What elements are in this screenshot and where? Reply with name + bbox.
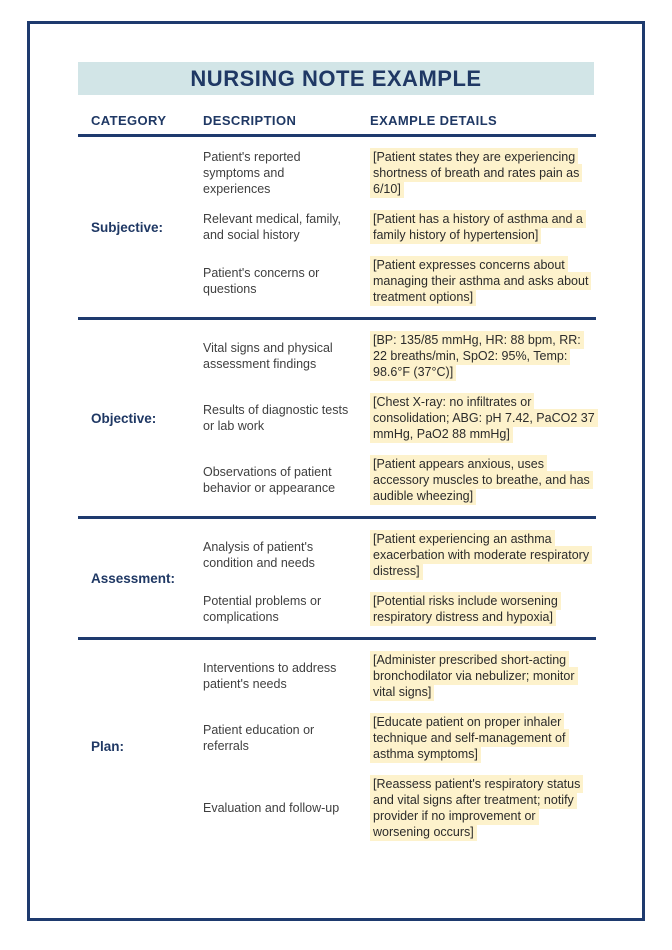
description-cell: Potential problems or complications <box>203 594 322 624</box>
page-title: NURSING NOTE EXAMPLE <box>190 65 482 91</box>
description-cell: Patient education or referrals <box>203 723 315 753</box>
table-row <box>203 149 596 197</box>
note-section <box>78 137 596 317</box>
table-row <box>203 531 596 579</box>
example-highlight-text: [Patient appears anxious, uses accessory muscles to breathe, and has audible wheezing] <box>370 455 593 505</box>
table-row <box>203 211 596 243</box>
description-cell: Observations of patient behavior or appearance <box>203 465 336 495</box>
table-row <box>203 593 596 625</box>
example-details-cell <box>370 394 596 442</box>
column-header-example-details: EXAMPLE DETAILS <box>370 113 498 128</box>
example-details-cell <box>370 593 596 625</box>
example-highlight-text: [Potential risks include worsening respiratory distress and hypoxia] <box>370 592 561 626</box>
description-cell: Interventions to address patient's needs <box>203 661 337 691</box>
table-row <box>203 332 596 380</box>
column-header-description: DESCRIPTION <box>203 113 297 128</box>
example-highlight-text: [Patient has a history of asthma and a family history of hypertension] <box>370 210 586 244</box>
table-row <box>203 652 596 700</box>
example-highlight-text: [Chest X-ray: no infiltrates or consolidation; ABG: pH 7.42, PaCO2 37 mmHg, PaO2 88 mmHg] <box>370 393 598 443</box>
category-cell <box>78 149 203 305</box>
example-highlight-text: [Patient states they are experiencing shortness of breath and rates pain as 6/10] <box>370 148 582 198</box>
category-label: Subjective: <box>91 219 164 235</box>
table-header-row <box>78 113 596 137</box>
table-row <box>203 394 596 442</box>
note-section <box>78 637 596 852</box>
section-rows <box>203 149 596 305</box>
example-details-cell <box>370 332 596 380</box>
example-details-cell <box>370 149 596 197</box>
example-details-cell <box>370 714 596 762</box>
category-cell <box>78 332 203 504</box>
title-band <box>78 62 594 95</box>
example-highlight-text: [Administer prescribed short-acting bronchodilator via nebulizer; monitor vital signs] <box>370 651 578 701</box>
table-row <box>203 456 596 504</box>
table-row <box>203 257 596 305</box>
example-highlight-text: [BP: 135/85 mmHg, HR: 88 bpm, RR: 22 breaths/min, SpO2: 95%, Temp: 98.6°F (37°C)] <box>370 331 584 381</box>
example-details-cell <box>370 211 596 243</box>
section-rows <box>203 332 596 504</box>
description-cell: Patient's reported symptoms and experiences <box>203 150 301 196</box>
example-highlight-text: [Patient expresses concerns about managing their asthma and asks about treatment options] <box>370 256 591 306</box>
category-cell <box>78 652 203 840</box>
description-cell: Patient's concerns or questions <box>203 266 320 296</box>
example-highlight-text: [Patient experiencing an asthma exacerbation with moderate respiratory distress] <box>370 530 592 580</box>
section-rows <box>203 652 596 840</box>
section-rows <box>203 531 596 625</box>
description-cell: Analysis of patient's condition and needs <box>203 540 315 570</box>
category-label: Objective: <box>91 410 157 426</box>
example-highlight-text: [Educate patient on proper inhaler technique and self-management of asthma symptoms] <box>370 713 569 763</box>
category-cell <box>78 531 203 625</box>
description-cell: Evaluation and follow-up <box>203 801 340 815</box>
category-label: Assessment: <box>91 570 176 586</box>
note-table-body <box>78 137 596 852</box>
example-details-cell <box>370 776 596 840</box>
note-table <box>78 113 596 852</box>
example-details-cell <box>370 257 596 305</box>
category-label: Plan: <box>91 738 125 754</box>
example-details-cell <box>370 456 596 504</box>
table-row <box>203 714 596 762</box>
page-border <box>27 21 645 921</box>
note-section <box>78 317 596 516</box>
description-cell: Relevant medical, family, and social history <box>203 212 342 242</box>
note-section <box>78 516 596 637</box>
table-row <box>203 776 596 840</box>
description-cell: Vital signs and physical assessment findings <box>203 341 333 371</box>
description-cell: Results of diagnostic tests or lab work <box>203 403 349 433</box>
example-details-cell <box>370 652 596 700</box>
column-header-category: CATEGORY <box>91 113 167 128</box>
example-details-cell <box>370 531 596 579</box>
example-highlight-text: [Reassess patient's respiratory status and vital signs after treatment; notify provider if no improvement or worsening occurs] <box>370 775 583 841</box>
